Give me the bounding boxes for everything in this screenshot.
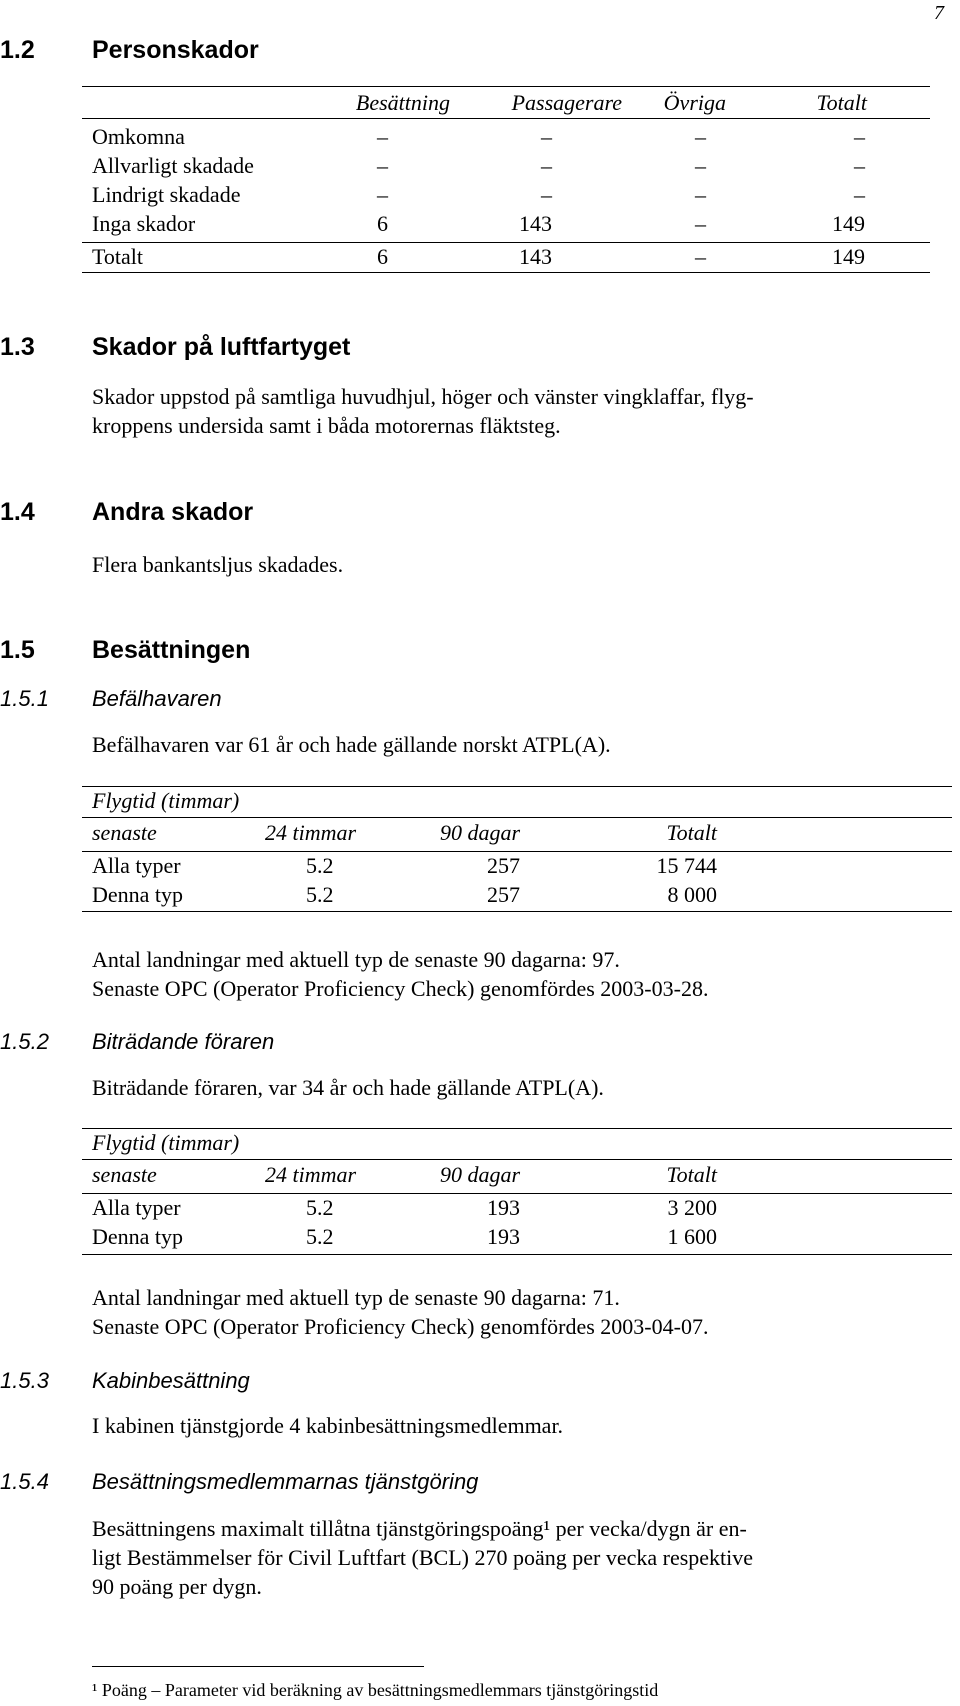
cell-24h: 5.2 xyxy=(306,853,334,878)
cell-total: 3 200 xyxy=(667,1195,717,1220)
heading-number: 1.5.2 xyxy=(0,1029,49,1054)
cell-total: – xyxy=(854,182,865,207)
first-officer-intro: Biträdande föraren, var 34 år och hade gällande ATPL(A). xyxy=(92,1075,604,1100)
header-24h: 24 timmar xyxy=(265,1162,357,1187)
row-label: Allvarligt skadade xyxy=(92,153,254,178)
table-total-rule xyxy=(82,242,930,243)
cell-90d: 257 xyxy=(487,882,520,907)
table-bottom-rule xyxy=(82,272,930,273)
heading-title: Personskador xyxy=(92,36,259,64)
cell-crew: 6 xyxy=(377,244,388,269)
table-title-rule xyxy=(82,817,952,818)
heading-title: Besättningen xyxy=(92,636,251,664)
heading-1-4 xyxy=(0,498,600,530)
captain-opc: Senaste OPC (Operator Proficiency Check) genomfördes 2003-03-28. xyxy=(92,976,709,1001)
first-officer-landings: Antal landningar med aktuell typ de senaste 90 dagarna: 71. xyxy=(92,1285,620,1310)
cell-crew: 6 xyxy=(377,211,388,236)
table-top-rule xyxy=(82,786,952,787)
cell-24h: 5.2 xyxy=(306,882,334,907)
table-bottom-rule xyxy=(82,911,952,912)
cell-other: – xyxy=(695,244,706,269)
cell-other: – xyxy=(695,211,706,236)
duty-line-1: Besättningens maximalt tillåtna tjänstgöringspoäng¹ per vecka/dygn är en- xyxy=(92,1516,747,1541)
table-top-rule xyxy=(82,1128,952,1129)
heading-number: 1.5.3 xyxy=(0,1368,49,1393)
heading-title: Befälhavaren xyxy=(92,686,222,711)
captain-landings: Antal landningar med aktuell typ de senaste 90 dagarna: 97. xyxy=(92,947,620,972)
row-label: Denna typ xyxy=(92,882,184,907)
aircraft-damage-line-1: Skador uppstod på samtliga huvudhjul, höger och vänster vingklaffar, flyg- xyxy=(92,384,754,409)
heading-1-5-2 xyxy=(0,1029,600,1059)
row-label: Alla typer xyxy=(92,1195,181,1220)
heading-title: Biträdande föraren xyxy=(92,1029,275,1054)
row-label: Omkomna xyxy=(92,124,185,149)
header-passengers: Passagerare xyxy=(511,90,622,115)
cell-other: – xyxy=(695,153,706,178)
heading-title: Skador på luftfartyget xyxy=(92,333,351,361)
heading-1-5 xyxy=(0,636,600,668)
header-recent: senaste xyxy=(92,1162,157,1187)
cell-total: 8 000 xyxy=(667,882,717,907)
table-title: Flygtid (timmar) xyxy=(92,788,240,813)
table-header-rule xyxy=(82,118,930,119)
cell-passengers: 143 xyxy=(519,244,552,269)
header-total: Totalt xyxy=(816,90,867,115)
cell-total: 15 744 xyxy=(656,853,717,878)
table-top-rule xyxy=(82,86,930,87)
header-total: Totalt xyxy=(666,820,717,845)
heading-number: 1.5 xyxy=(0,636,35,664)
cell-total: 149 xyxy=(832,244,865,269)
cell-passengers: – xyxy=(541,124,552,149)
row-label: Alla typer xyxy=(92,853,181,878)
heading-number: 1.5.1 xyxy=(0,686,49,711)
heading-number: 1.2 xyxy=(0,36,35,64)
cell-passengers: – xyxy=(541,153,552,178)
header-24h: 24 timmar xyxy=(265,820,357,845)
heading-title: Besättningsmedlemmarnas tjänstgöring xyxy=(92,1469,479,1494)
cell-other: – xyxy=(695,124,706,149)
cell-total: – xyxy=(854,153,865,178)
heading-title: Kabinbesättning xyxy=(92,1368,250,1393)
cell-90d: 193 xyxy=(487,1195,520,1220)
footnote-rule xyxy=(92,1666,424,1667)
header-90d: 90 dagar xyxy=(440,1162,521,1187)
cell-total: 149 xyxy=(832,211,865,236)
heading-1-3 xyxy=(0,333,600,365)
cell-other: – xyxy=(695,182,706,207)
row-label: Denna typ xyxy=(92,1224,184,1249)
table-title: Flygtid (timmar) xyxy=(92,1130,240,1155)
table-header-rule xyxy=(82,851,952,852)
captain-intro: Befälhavaren var 61 år och hade gällande norskt ATPL(A). xyxy=(92,732,611,757)
cell-90d: 257 xyxy=(487,853,520,878)
table-bottom-rule xyxy=(82,1254,952,1255)
cell-24h: 5.2 xyxy=(306,1224,334,1249)
cell-crew: – xyxy=(377,124,388,149)
cell-crew: – xyxy=(377,153,388,178)
heading-number: 1.3 xyxy=(0,333,35,361)
cell-24h: 5.2 xyxy=(306,1195,334,1220)
table-header-rule xyxy=(82,1193,952,1194)
table-title-rule xyxy=(82,1159,952,1160)
page-number: 7 xyxy=(934,2,944,24)
heading-title: Andra skador xyxy=(92,498,254,526)
header-recent: senaste xyxy=(92,820,157,845)
heading-number: 1.4 xyxy=(0,498,35,526)
header-crew: Besättning xyxy=(355,90,450,115)
aircraft-damage-line-2: kroppens undersida samt i båda motorernas fläktsteg. xyxy=(92,413,561,438)
cell-total: – xyxy=(854,124,865,149)
header-other: Övriga xyxy=(663,90,726,115)
heading-1-5-4 xyxy=(0,1469,700,1499)
header-90d: 90 dagar xyxy=(440,820,521,845)
cell-90d: 193 xyxy=(487,1224,520,1249)
row-label: Lindrigt skadade xyxy=(92,182,241,207)
footnote: ¹ Poäng – Parameter vid beräkning av besättningsmedlemmars tjänstgöringstid xyxy=(92,1680,659,1700)
heading-1-5-3 xyxy=(0,1368,600,1398)
row-label: Totalt xyxy=(92,244,144,269)
cell-passengers: 143 xyxy=(519,211,552,236)
cabin-crew-text: I kabinen tjänstgjorde 4 kabinbesättningsmedlemmar. xyxy=(92,1413,564,1438)
cell-crew: – xyxy=(377,182,388,207)
header-total: Totalt xyxy=(666,1162,717,1187)
first-officer-opc: Senaste OPC (Operator Proficiency Check) genomfördes 2003-04-07. xyxy=(92,1314,709,1339)
duty-line-2: ligt Bestämmelser för Civil Luftfart (BCL) 270 poäng per vecka respektive xyxy=(92,1545,754,1570)
row-label: Inga skador xyxy=(92,211,196,236)
cell-passengers: – xyxy=(541,182,552,207)
other-damage-text: Flera bankantsljus skadades. xyxy=(92,552,344,577)
cell-total: 1 600 xyxy=(667,1224,717,1249)
heading-number: 1.5.4 xyxy=(0,1469,49,1494)
heading-1-2 xyxy=(0,36,400,68)
heading-1-5-1 xyxy=(0,686,600,716)
duty-line-3: 90 poäng per dygn. xyxy=(92,1574,262,1599)
